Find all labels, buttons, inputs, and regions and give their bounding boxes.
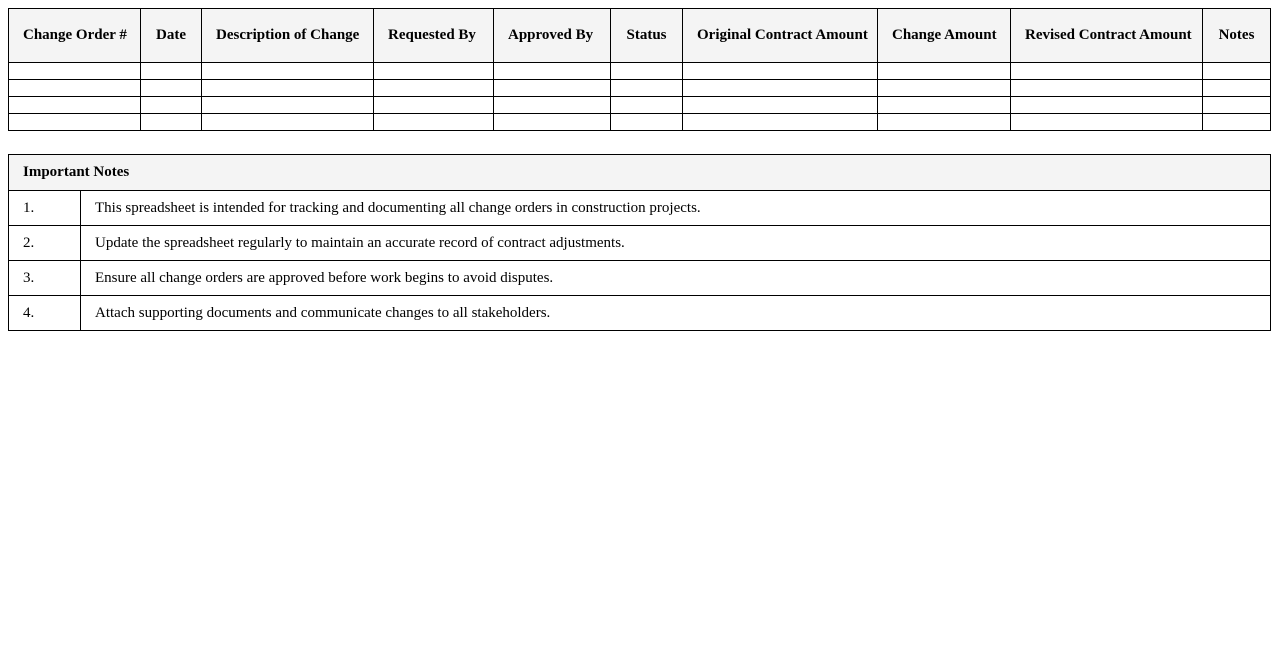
table-cell[interactable] — [683, 63, 878, 80]
table-cell[interactable] — [1011, 97, 1203, 114]
table-cell[interactable] — [1203, 97, 1271, 114]
table-cell[interactable] — [1011, 63, 1203, 80]
table-cell[interactable] — [9, 114, 141, 131]
table-cell[interactable] — [878, 80, 1011, 97]
table-cell[interactable] — [1011, 114, 1203, 131]
note-text: Ensure all change orders are approved before work begins to avoid disputes. — [81, 261, 1271, 296]
table-cell[interactable] — [494, 114, 611, 131]
header-revised-contract-amount: Revised Contract Amount — [1011, 9, 1203, 63]
notes-header-row — [9, 155, 1271, 191]
table-cell[interactable] — [9, 97, 141, 114]
table-row — [9, 114, 1271, 131]
header-row — [9, 9, 1271, 63]
table-cell[interactable] — [494, 80, 611, 97]
table-cell[interactable] — [611, 97, 683, 114]
table-cell[interactable] — [141, 97, 202, 114]
table-cell[interactable] — [878, 97, 1011, 114]
header-description: Description of Change — [202, 9, 374, 63]
note-text: Attach supporting documents and communicate changes to all stakeholders. — [81, 296, 1271, 331]
table-row — [9, 97, 1271, 114]
table-cell[interactable] — [202, 80, 374, 97]
table-cell[interactable] — [202, 63, 374, 80]
table-row — [9, 63, 1271, 80]
table-cell[interactable] — [141, 114, 202, 131]
header-change-order-number: Change Order # — [9, 9, 141, 63]
header-notes: Notes — [1203, 9, 1271, 63]
table-cell[interactable] — [494, 97, 611, 114]
table-cell[interactable] — [202, 114, 374, 131]
header-approved-by: Approved By — [494, 9, 611, 63]
header-change-amount: Change Amount — [878, 9, 1011, 63]
header-requested-by: Requested By — [374, 9, 494, 63]
table-cell[interactable] — [878, 114, 1011, 131]
note-number: 2. — [9, 226, 81, 261]
note-number: 3. — [9, 261, 81, 296]
table-cell[interactable] — [9, 80, 141, 97]
table-cell[interactable] — [683, 97, 878, 114]
note-row — [9, 296, 1271, 331]
table-cell[interactable] — [683, 80, 878, 97]
table-cell[interactable] — [374, 114, 494, 131]
note-row — [9, 261, 1271, 296]
table-cell[interactable] — [1203, 114, 1271, 131]
table-cell[interactable] — [611, 80, 683, 97]
table-cell[interactable] — [1203, 80, 1271, 97]
table-cell[interactable] — [374, 97, 494, 114]
table-cell[interactable] — [683, 114, 878, 131]
table-cell[interactable] — [9, 63, 141, 80]
note-row — [9, 226, 1271, 261]
table-cell[interactable] — [494, 63, 611, 80]
table-cell[interactable] — [1203, 63, 1271, 80]
table-cell[interactable] — [611, 63, 683, 80]
note-number: 4. — [9, 296, 81, 331]
change-order-table — [8, 8, 1271, 131]
table-cell[interactable] — [1011, 80, 1203, 97]
table-cell[interactable] — [141, 80, 202, 97]
table-row — [9, 80, 1271, 97]
table-cell[interactable] — [374, 63, 494, 80]
header-date: Date — [141, 9, 202, 63]
change-order-table-body — [9, 63, 1271, 131]
note-text: Update the spreadsheet regularly to maintain an accurate record of contract adjustments. — [81, 226, 1271, 261]
header-status: Status — [611, 9, 683, 63]
note-number: 1. — [9, 191, 81, 226]
table-cell[interactable] — [878, 63, 1011, 80]
note-row — [9, 191, 1271, 226]
table-cell[interactable] — [202, 97, 374, 114]
header-original-contract-amount: Original Contract Amount — [683, 9, 878, 63]
table-cell[interactable] — [611, 114, 683, 131]
table-cell[interactable] — [374, 80, 494, 97]
note-text: This spreadsheet is intended for tracking and documenting all change orders in construction projects. — [81, 191, 1271, 226]
table-cell[interactable] — [141, 63, 202, 80]
important-notes-table — [8, 154, 1271, 331]
notes-title: Important Notes — [9, 155, 1271, 191]
